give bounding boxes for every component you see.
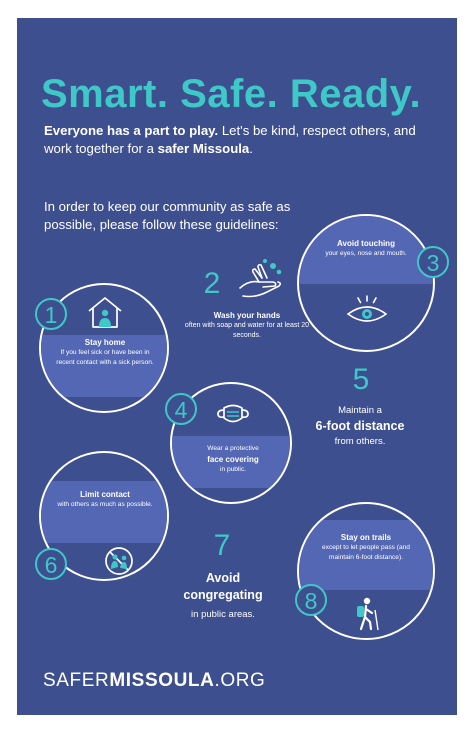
guideline-8-text: except to let people pass (and maintain 6-foot distance). xyxy=(322,544,410,561)
guideline-4-number: 4 xyxy=(165,393,197,425)
guideline-2-number: 2 xyxy=(203,267,221,300)
intro-paragraph xyxy=(44,122,444,158)
guideline-3-text: your eyes, nose and mouth. xyxy=(325,250,407,257)
guideline-8-caption xyxy=(313,532,419,562)
guideline-5-text-before: Maintain a xyxy=(338,405,382,416)
guideline-6-caption xyxy=(53,489,157,510)
guideline-8-circle xyxy=(297,502,435,640)
guideline-2-text: often with soap and water for at least 20 seconds. xyxy=(184,322,310,339)
guideline-7-caption xyxy=(167,570,279,621)
footer-url-missoula: MISSOULA xyxy=(109,670,215,691)
guideline-7-number: 7 xyxy=(213,529,231,562)
guideline-1-text: If you feel sick or have been in recent contact with a sick person. xyxy=(56,349,154,366)
guideline-5-text-after: from others. xyxy=(334,436,386,447)
guideline-3-number: 3 xyxy=(417,246,449,278)
page-title xyxy=(41,74,421,114)
footer-url-org: .ORG xyxy=(214,670,266,691)
guideline-4-text-after: in public. xyxy=(219,465,247,473)
guideline-5-title: 6-foot distance xyxy=(315,419,405,433)
guideline-7-title: Avoid congregating xyxy=(183,571,263,602)
lead-paragraph: In order to keep our community as safe as possible, please follow these guidelines: xyxy=(44,199,291,232)
guideline-6-number: 6 xyxy=(35,548,67,580)
guideline-5-caption xyxy=(300,404,420,448)
guideline-2-title: Wash your hands xyxy=(213,311,281,320)
guideline-2-caption xyxy=(177,310,317,340)
guideline-3-caption xyxy=(313,238,419,259)
guideline-7-text: in public areas. xyxy=(191,609,255,620)
guideline-8-number: 8 xyxy=(295,584,327,616)
intro-end: . xyxy=(249,141,253,156)
house-person-icon xyxy=(87,295,123,329)
eye-icon xyxy=(345,294,389,326)
guideline-6-text: with others as much as possible. xyxy=(57,501,153,508)
intro-text: Let's be kind, respect others, and work together for a xyxy=(44,123,416,156)
guideline-4-text-before: Wear a protective xyxy=(207,445,259,452)
hand-washing-icon xyxy=(235,258,285,302)
guideline-1-title: Stay home xyxy=(84,338,126,347)
guideline-3-circle xyxy=(297,214,435,352)
guideline-8-title: Stay on trails xyxy=(340,533,392,542)
guideline-4-caption xyxy=(182,444,284,474)
guideline-4-title: face covering xyxy=(207,454,259,464)
footer-url[interactable] xyxy=(43,670,265,692)
title-part-ready: Ready. xyxy=(289,72,422,116)
no-contact-icon xyxy=(103,545,135,577)
guideline-1-caption xyxy=(53,337,157,367)
intro-bold-missoula: safer Missoula xyxy=(157,141,250,156)
intro-bold: Everyone has a part to play. xyxy=(44,123,219,138)
title-part-smart: Smart. xyxy=(41,72,169,116)
face-mask-icon xyxy=(216,400,250,428)
guideline-1-number: 1 xyxy=(35,298,67,330)
title-part-safe: Safe. xyxy=(180,72,279,116)
poster xyxy=(17,18,457,715)
footer-url-safer: SAFER xyxy=(43,670,110,691)
hiker-icon xyxy=(351,596,385,632)
guideline-3-title: Avoid touching xyxy=(337,239,395,248)
guideline-5-number: 5 xyxy=(352,363,370,396)
guideline-6-title: Limit contact xyxy=(80,490,130,499)
